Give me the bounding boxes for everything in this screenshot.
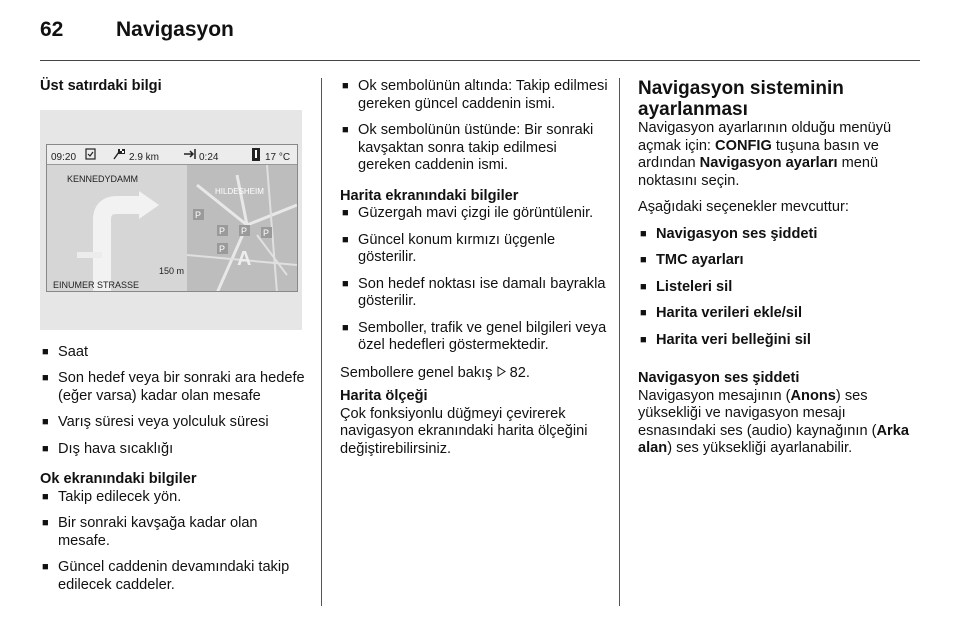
svg-text:A: A (237, 247, 252, 270)
outside-temperature: 17 °C (265, 151, 291, 163)
list-item: ■ Varış süresi veya yolculuk süresi (40, 414, 310, 432)
section-heading: Üst satırdaki bilgi (40, 78, 162, 94)
list-item: ■ Bir sonraki kavşağa kadar olan mesafe. (40, 515, 310, 550)
column-1 (40, 78, 310, 594)
navigation-screen-figure (40, 110, 302, 330)
page-header (40, 18, 234, 48)
list-item: ■ Takip edilecek yön. (40, 489, 310, 507)
intro-paragraph: Navigasyon ayarlarının olduğu menüyü açmak için: CONFIG tuşuna basın ve ardından Navigasyon ayarları menü noktasını seçin. (638, 120, 892, 189)
symbols-reference (340, 365, 612, 383)
svg-text:P: P (219, 243, 226, 254)
options-intro: Aşağıdaki seçenekler mevcuttur: (638, 199, 849, 215)
clock-icon (85, 148, 96, 167)
column-3 (638, 78, 920, 458)
list-item: ■ Güzergah mavi çizgi ile görüntülenir. (340, 205, 612, 223)
list-item: ■ Saat (40, 344, 310, 362)
list-item: ■ Ok sembolünün üstünde: Bir sonraki kavşaktan sonra takip edilmesi gereken caddenin ismi. (340, 122, 612, 175)
section-heading: Harita ekranındaki bilgiler (340, 187, 519, 204)
svg-text:P: P (219, 225, 226, 236)
chapter-title: Navigasyon (116, 18, 234, 41)
page-number: 62 (40, 18, 64, 41)
section-heading: Harita ölçeği (340, 388, 428, 404)
distance-to-turn: 150 m (159, 265, 185, 276)
arrow-info-list (40, 489, 310, 595)
list-item: ■ Güncel caddenin devamındaki takip edilecek caddeler. (40, 559, 310, 594)
arrival-time: 0:24 (199, 151, 219, 163)
next-street-label: KENNEDYDAMM (67, 173, 139, 184)
column-2 (340, 78, 612, 458)
section-heading: Ok ekranındaki bilgiler (40, 471, 197, 487)
list-item: ■ Dış hava sıcaklığı (40, 441, 310, 459)
list-item: ■ Son hedef noktası ise damalı bayrakla gösterilir. (340, 276, 612, 311)
remaining-distance: 2.9 km (129, 151, 160, 163)
column-divider (619, 78, 620, 606)
list-item: ■ TMC ayarları (638, 252, 920, 270)
symbols-reference-text: Sembollere genel bakış (340, 364, 493, 381)
display-top-bar (47, 145, 298, 165)
arrival-arrow-icon (183, 148, 197, 167)
list-item: ■ Semboller, trafik ve genel bilgileri veya özel hedefleri göstermektedir. (340, 320, 612, 355)
section-heading: Navigasyon ses şiddeti (638, 370, 800, 386)
list-item: ■ Navigasyon ses şiddeti (638, 226, 920, 244)
arrow-ref-icon (497, 365, 506, 381)
svg-text:P: P (195, 209, 202, 220)
list-item: ■ Güncel konum kırmızı üçgenle gösterilir. (340, 232, 612, 267)
volume-paragraph: Navigasyon mesajının (Anons) ses yüksekliği ve navigasyon mesajı esnasındaki ses (audio) kaynağının (Arka alan) ses yüksekliği ayarlanabilir. (638, 387, 909, 456)
top-line-info-list (40, 344, 310, 459)
svg-text:P: P (263, 227, 270, 238)
list-item: ■ Listeleri sil (638, 279, 920, 297)
map-scale-paragraph: Çok fonksiyonlu düğmeyi çevirerek navigasyon ekranındaki harita ölçeğini değiştirebilirsiniz. (340, 405, 588, 457)
list-item: ■ Ok sembolünün altında: Takip edilmesi gereken güncel caddenin ismi. (340, 78, 612, 113)
current-street-label: EINUMER STRASSE (53, 279, 140, 290)
symbols-page-ref: 82. (509, 364, 530, 381)
clock-time: 09:20 (51, 151, 77, 163)
column-divider (321, 78, 322, 606)
header-divider (40, 60, 920, 61)
map-info-list (340, 205, 612, 355)
svg-text:P: P (241, 225, 248, 236)
arrow-symbol-list (340, 78, 612, 175)
section-title: Navigasyon sisteminin ayarlanması (638, 78, 844, 120)
list-item: ■ Harita veri belleğini sil (638, 332, 920, 350)
settings-options-list (638, 226, 920, 350)
flag-icon (113, 148, 127, 167)
list-item: ■ Harita verileri ekle/sil (638, 305, 920, 323)
city-label: HILDESHEIM (215, 186, 264, 196)
navigation-display (46, 144, 298, 292)
list-item: ■ Son hedef veya bir sonraki ara hedefe (eğer varsa) kadar olan mesafe (40, 370, 310, 405)
